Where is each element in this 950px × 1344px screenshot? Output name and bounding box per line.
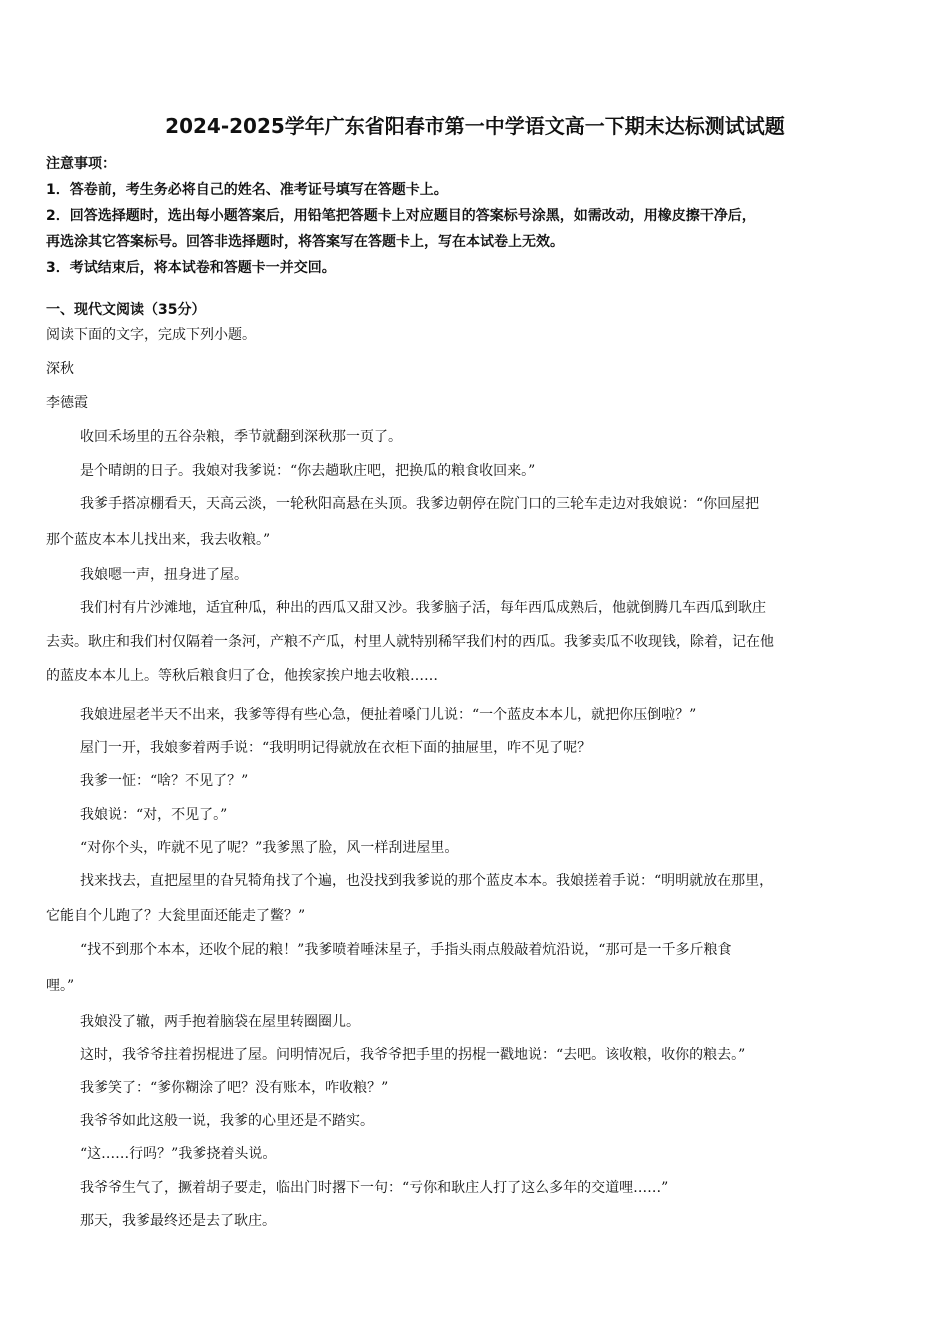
page-title: 2024-2025学年广东省阳春市第一中学语文高一下期末达标测试试题: [165, 114, 785, 138]
notice-item-1: 1．答卷前，考生务必将自己的姓名、准考证号填写在答题卡上。: [46, 182, 448, 198]
story-paragraph-11-line-2: 它能自个儿跑了？大瓮里面还能走了鳖？”: [46, 908, 306, 924]
story-paragraph-4: 我娘嗯一声，扭身进了屋。: [80, 567, 248, 583]
story-author: 李德霞: [46, 395, 88, 411]
story-title: 深秋: [46, 361, 74, 377]
story-paragraph-13: 我娘没了辙，两手抱着脑袋在屋里转圈圈儿。: [80, 1014, 360, 1030]
notice-heading: 注意事项：: [46, 156, 116, 172]
story-paragraph-3: [46, 492, 908, 552]
story-paragraph-3-line-2: 那个蓝皮本本儿找出来，我去收粮。”: [46, 532, 271, 548]
story-paragraph-12-line-1: “找不到那个本本，还收个屁的粮！”我爹喷着唾沫星子，手指头雨点般敲着炕沿说，“那可是一千多斤粮食: [80, 942, 732, 958]
story-paragraph-17: “这……行吗？”我爹挠着头说。: [80, 1146, 277, 1162]
story-paragraph-5-line-1: 我们村有片沙滩地，适宜种瓜，种出的西瓜又甜又沙。我爹脑子活，每年西瓜成熟后，他就倒腾几车西瓜到耿庄: [80, 600, 766, 616]
story-paragraph-14: 这时，我爷爷拄着拐棍进了屋。问明情况后，我爷爷把手里的拐棍一戳地说：“去吧。该收粮，收你的粮去。”: [80, 1047, 746, 1063]
story-paragraph-19: 那天，我爹最终还是去了耿庄。: [80, 1213, 276, 1229]
story-paragraph-1: 收回禾场里的五谷杂粮，季节就翻到深秋那一页了。: [80, 429, 402, 445]
story-paragraph-15: 我爹笑了：“爹你糊涂了吧？没有账本，咋收粮？”: [80, 1080, 389, 1096]
section-instruction: 阅读下面的文字，完成下列小题。: [46, 327, 256, 343]
story-paragraph-16: 我爷爷如此这般一说，我爹的心里还是不踏实。: [80, 1113, 374, 1129]
story-paragraph-8: 我爹一怔：“啥？不见了？”: [80, 773, 249, 789]
story-paragraph-5: [46, 596, 908, 698]
story-paragraph-12-line-2: 哩。”: [46, 978, 75, 994]
story-paragraph-3-line-1: 我爹手搭凉棚看天，天高云淡，一轮秋阳高悬在头顶。我爹边朝停在院门口的三轮车走边对我娘说：“你回屋把: [80, 496, 760, 512]
story-paragraph-5-line-3: 的蓝皮本本儿上。等秋后粮食归了仓，他挨家挨户地去收粮……: [46, 668, 438, 684]
story-paragraph-12: [46, 938, 908, 998]
story-paragraph-7: 屋门一开，我娘奓着两手说：“我明明记得就放在衣柜下面的抽屉里，咋不见了呢？: [80, 740, 592, 756]
story-paragraph-9: 我娘说：“对，不见了。”: [80, 807, 228, 823]
notice-block: [46, 151, 912, 281]
story-paragraph-11: [46, 869, 908, 928]
story-paragraph-5-line-2: 去卖。耿庄和我们村仅隔着一条河，产粮不产瓜，村里人就特别稀罕我们村的西瓜。我爹卖瓜不收现钱，除着，记在他: [46, 634, 774, 650]
story-paragraph-2: 是个晴朗的日子。我娘对我爹说：“你去趟耿庄吧，把换瓜的粮食收回来。”: [80, 463, 536, 479]
notice-item-2: 2．回答选择题时，选出每小题答案后，用铅笔把答题卡上对应题目的答案标号涂黑，如需改动，用橡皮擦干净后，: [46, 208, 756, 224]
notice-item-2-cont: 再选涂其它答案标号。回答非选择题时，将答案写在答题卡上，写在本试卷上无效。: [46, 234, 564, 250]
story-paragraph-11-line-1: 找来找去，直把屋里的旮旯犄角找了个遍，也没找到我爹说的那个蓝皮本本。我娘搓着手说：“明明就放在那里，: [80, 873, 774, 889]
section-heading: 一、现代文阅读（35分）: [46, 302, 206, 318]
story-paragraph-6: 我娘进屋老半天不出来，我爹等得有些心急，便扯着嗓门儿说：“一个蓝皮本本儿，就把你压倒啦？”: [80, 707, 697, 723]
story-paragraph-10: “对你个头，咋就不见了呢？”我爹黑了脸，风一样刮进屋里。: [80, 840, 459, 856]
story-paragraph-18: 我爷爷生气了，撅着胡子要走，临出门时撂下一句：“亏你和耿庄人打了这么多年的交道哩……”: [80, 1180, 669, 1196]
notice-item-3: 3．考试结束后，将本试卷和答题卡一并交回。: [46, 260, 336, 276]
